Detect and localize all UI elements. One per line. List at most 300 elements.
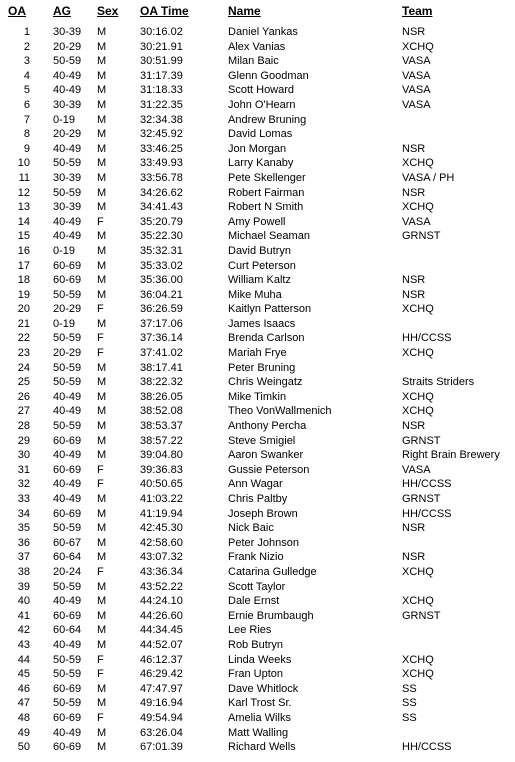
cell-sex: M: [97, 55, 107, 68]
cell-oa: 50: [17, 741, 30, 754]
cell-oa: 5: [23, 84, 30, 97]
cell-time: 30:21.91: [140, 40, 183, 53]
cell-oa: 8: [23, 128, 30, 141]
cell-sex: M: [97, 113, 107, 126]
table-row: [0, 259, 515, 274]
cell-ag: 50-59: [53, 653, 82, 666]
cell-team: VASA / PH: [402, 171, 455, 184]
cell-ag: 60-69: [53, 274, 82, 287]
table-row: [0, 653, 515, 668]
cell-name: Frank Nizio: [228, 551, 284, 564]
cell-name: Glenn Goodman: [228, 69, 309, 82]
cell-name: Nick Baic: [228, 522, 274, 535]
cell-team: NSR: [402, 522, 426, 535]
cell-oa: 29: [17, 434, 30, 447]
cell-time: 44:24.10: [140, 595, 183, 608]
cell-oa: 17: [17, 259, 30, 272]
table-row: [0, 69, 515, 84]
cell-time: 46:12.37: [140, 653, 183, 666]
cell-sex: M: [97, 376, 107, 389]
cell-name: Scott Howard: [228, 84, 295, 97]
cell-ag: 50-59: [53, 186, 82, 199]
cell-ag: 50-59: [53, 580, 82, 593]
cell-team: VASA: [402, 463, 431, 476]
cell-name: Chris Weingatz: [228, 376, 303, 389]
cell-oa: 49: [17, 726, 30, 739]
cell-sex: M: [97, 361, 107, 374]
cell-name: William Kaltz: [228, 274, 291, 287]
table-row: [0, 288, 515, 303]
cell-oa: 40: [17, 595, 30, 608]
cell-ag: 40-49: [53, 230, 82, 243]
cell-name: Michael Seaman: [228, 230, 310, 243]
cell-time: 31:22.35: [140, 98, 183, 111]
cell-name: Gussie Peterson: [228, 463, 310, 476]
cell-oa: 12: [17, 186, 30, 199]
table-row: [0, 156, 515, 171]
cell-time: 44:52.07: [140, 638, 183, 651]
cell-oa: 46: [17, 682, 30, 695]
cell-oa: 19: [17, 288, 30, 301]
cell-ag: 60-69: [53, 711, 82, 724]
cell-ag: 20-29: [53, 40, 82, 53]
cell-ag: 0-19: [53, 113, 76, 126]
table-row: [0, 244, 515, 259]
cell-team: NSR: [402, 274, 426, 287]
cell-oa: 13: [17, 201, 30, 214]
cell-time: 38:26.05: [140, 390, 183, 403]
header-ag: AG: [53, 4, 71, 18]
cell-oa: 35: [17, 522, 30, 535]
cell-ag: 50-59: [53, 420, 82, 433]
cell-time: 35:20.79: [140, 215, 183, 228]
table-row: [0, 492, 515, 507]
cell-sex: M: [97, 40, 107, 53]
cell-name: David Lomas: [228, 128, 293, 141]
cell-sex: M: [97, 638, 107, 651]
cell-sex: F: [97, 565, 104, 578]
cell-ag: 60-69: [53, 259, 82, 272]
table-row: [0, 317, 515, 332]
cell-oa: 20: [17, 303, 30, 316]
table-row: [0, 186, 515, 201]
cell-ag: 50-59: [53, 376, 82, 389]
cell-name: Scott Taylor: [228, 580, 286, 593]
cell-time: 34:41.43: [140, 201, 183, 214]
cell-sex: F: [97, 711, 104, 724]
cell-ag: 40-49: [53, 142, 82, 155]
cell-team: GRNST: [402, 493, 441, 505]
cell-name: Matt Walling: [228, 726, 289, 739]
cell-team: XCHQ: [402, 405, 434, 418]
cell-sex: M: [97, 157, 107, 170]
cell-ag: 30-39: [53, 201, 82, 214]
cell-ag: 40-49: [53, 449, 82, 462]
cell-sex: F: [97, 347, 104, 360]
cell-time: 49:54.94: [140, 711, 183, 724]
table-row: [0, 142, 515, 157]
cell-name: Chris Paltby: [228, 493, 288, 505]
table-row: [0, 507, 515, 522]
cell-oa: 45: [17, 668, 30, 681]
cell-oa: 15: [17, 230, 30, 243]
cell-sex: M: [97, 522, 107, 535]
header-team: Team: [402, 4, 433, 18]
cell-team: XCHQ: [402, 668, 434, 681]
cell-sex: M: [97, 274, 107, 287]
table-row: [0, 331, 515, 346]
cell-time: 38:57.22: [140, 434, 183, 447]
cell-ag: 60-69: [53, 463, 82, 476]
cell-sex: F: [97, 303, 104, 316]
cell-time: 35:36.00: [140, 274, 183, 287]
cell-name: Daniel Yankas: [228, 26, 298, 38]
cell-team: GRNST: [402, 609, 441, 622]
cell-sex: M: [97, 697, 107, 710]
cell-time: 42:58.60: [140, 536, 183, 549]
cell-sex: M: [97, 624, 107, 637]
cell-oa: 24: [17, 361, 30, 374]
table-row: [0, 594, 515, 609]
table-row: [0, 404, 515, 419]
cell-oa: 6: [23, 98, 30, 111]
cell-name: Mariah Frye: [228, 347, 287, 360]
cell-oa: 33: [17, 493, 30, 505]
cell-name: Robert Fairman: [228, 186, 305, 199]
table-row: [0, 726, 515, 741]
cell-name: Ernie Brumbaugh: [228, 609, 314, 622]
cell-name: Fran Upton: [228, 668, 284, 681]
cell-sex: M: [97, 595, 107, 608]
header-row: [0, 0, 515, 22]
cell-ag: 40-49: [53, 595, 82, 608]
cell-name: Dale Ernst: [228, 595, 280, 608]
cell-ag: 60-69: [53, 434, 82, 447]
cell-oa: 14: [17, 215, 30, 228]
cell-ag: 30-39: [53, 171, 82, 184]
cell-time: 44:34.45: [140, 624, 183, 637]
cell-time: 40:50.65: [140, 478, 183, 491]
cell-ag: 50-59: [53, 157, 82, 170]
cell-name: John O'Hearn: [228, 98, 296, 111]
table-row: [0, 419, 515, 434]
cell-team: XCHQ: [402, 390, 434, 403]
cell-ag: 50-59: [53, 361, 82, 374]
cell-sex: F: [97, 653, 104, 666]
cell-time: 33:46.25: [140, 142, 183, 155]
cell-ag: 60-67: [53, 536, 82, 549]
cell-ag: 40-49: [53, 478, 82, 491]
cell-team: NSR: [402, 142, 426, 155]
table-row: [0, 200, 515, 215]
cell-ag: 30-39: [53, 98, 82, 111]
cell-time: 39:04.80: [140, 449, 183, 462]
table-row: [0, 98, 515, 113]
cell-name: Lee Ries: [228, 624, 272, 637]
cell-name: Anthony Percha: [228, 420, 307, 433]
table-row: [0, 25, 515, 40]
cell-sex: M: [97, 390, 107, 403]
cell-time: 42:45.30: [140, 522, 183, 535]
cell-time: 36:26.59: [140, 303, 183, 316]
table-row: [0, 463, 515, 478]
cell-oa: 47: [17, 697, 30, 710]
cell-time: 35:22.30: [140, 230, 183, 243]
cell-team: VASA: [402, 55, 431, 68]
table-row: [0, 448, 515, 463]
cell-team: GRNST: [402, 434, 441, 447]
cell-sex: M: [97, 493, 107, 505]
cell-name: Curt Peterson: [228, 259, 296, 272]
cell-time: 32:34.38: [140, 113, 183, 126]
cell-sex: M: [97, 317, 107, 330]
cell-sex: F: [97, 332, 104, 345]
cell-ag: 40-49: [53, 390, 82, 403]
table-row: [0, 215, 515, 230]
cell-time: 31:17.39: [140, 69, 183, 82]
table-row: [0, 580, 515, 595]
cell-ag: 0-19: [53, 244, 76, 257]
cell-sex: M: [97, 201, 107, 214]
cell-name: Joseph Brown: [228, 507, 298, 520]
cell-name: Mike Muha: [228, 288, 282, 301]
table-row: [0, 83, 515, 98]
cell-name: Mike Timkin: [228, 390, 287, 403]
cell-name: Rob Butryn: [228, 638, 284, 651]
table-row: [0, 667, 515, 682]
cell-team: NSR: [402, 288, 426, 301]
cell-time: 43:36.34: [140, 565, 183, 578]
cell-sex: M: [97, 551, 107, 564]
cell-team: NSR: [402, 26, 426, 38]
cell-team: XCHQ: [402, 201, 434, 214]
cell-team: XCHQ: [402, 653, 434, 666]
cell-team: HH/CCSS: [402, 507, 452, 520]
cell-name: Catarina Gulledge: [228, 565, 317, 578]
cell-sex: M: [97, 405, 107, 418]
cell-time: 41:03.22: [140, 493, 183, 505]
cell-ag: 20-29: [53, 347, 82, 360]
cell-time: 49:16.94: [140, 697, 183, 710]
cell-sex: M: [97, 230, 107, 243]
cell-ag: 50-59: [53, 332, 82, 345]
cell-name: Theo VonWallmenich: [228, 405, 332, 418]
cell-name: Pete Skellenger: [228, 171, 306, 184]
cell-team: XCHQ: [402, 157, 434, 170]
cell-time: 46:29.42: [140, 668, 183, 681]
cell-sex: F: [97, 463, 104, 476]
cell-team: HH/CCSS: [402, 332, 452, 345]
cell-name: Dave Whitlock: [228, 682, 299, 695]
cell-time: 38:52.08: [140, 405, 183, 418]
table-row: [0, 740, 515, 755]
cell-oa: 10: [17, 157, 30, 170]
cell-time: 35:33.02: [140, 259, 183, 272]
cell-team: XCHQ: [402, 595, 434, 608]
table-row: [0, 361, 515, 376]
cell-sex: M: [97, 186, 107, 199]
cell-oa: 25: [17, 376, 30, 389]
cell-time: 30:51.99: [140, 55, 183, 68]
cell-team: VASA: [402, 84, 431, 97]
cell-ag: 40-49: [53, 215, 82, 228]
table-row: [0, 171, 515, 186]
cell-time: 44:26.60: [140, 609, 183, 622]
cell-name: Peter Bruning: [228, 361, 296, 374]
cell-oa: 21: [17, 317, 30, 330]
cell-team: NSR: [402, 420, 426, 433]
table-row: [0, 550, 515, 565]
cell-team: NSR: [402, 551, 426, 564]
cell-oa: 30: [17, 449, 30, 462]
cell-oa: 4: [23, 69, 30, 82]
cell-sex: M: [97, 171, 107, 184]
cell-sex: M: [97, 682, 107, 695]
cell-time: 43:52.22: [140, 580, 183, 593]
table-row: [0, 127, 515, 142]
cell-team: XCHQ: [402, 347, 434, 360]
cell-oa: 32: [17, 478, 30, 491]
cell-sex: F: [97, 478, 104, 491]
cell-oa: 39: [17, 580, 30, 593]
table-row: [0, 696, 515, 711]
cell-ag: 40-49: [53, 493, 82, 505]
cell-name: Larry Kanaby: [228, 157, 294, 170]
cell-team: XCHQ: [402, 303, 434, 316]
cell-name: Steve Smigiel: [228, 434, 296, 447]
cell-ag: 40-49: [53, 405, 82, 418]
cell-time: 37:17.06: [140, 317, 183, 330]
cell-time: 43:07.32: [140, 551, 183, 564]
cell-oa: 9: [23, 142, 30, 155]
cell-time: 30:16.02: [140, 26, 183, 38]
cell-sex: M: [97, 259, 107, 272]
table-row: [0, 536, 515, 551]
table-row: [0, 40, 515, 55]
cell-ag: 20-24: [53, 565, 82, 578]
cell-team: SS: [402, 697, 417, 710]
cell-oa: 3: [23, 55, 30, 68]
cell-sex: M: [97, 741, 107, 754]
cell-oa: 16: [17, 244, 30, 257]
cell-ag: 20-29: [53, 128, 82, 141]
cell-ag: 40-49: [53, 69, 82, 82]
cell-time: 32:45.92: [140, 128, 183, 141]
cell-oa: 44: [17, 653, 30, 666]
cell-ag: 30-39: [53, 26, 82, 38]
table-row: [0, 273, 515, 288]
cell-sex: M: [97, 69, 107, 82]
cell-oa: 11: [18, 171, 30, 184]
cell-oa: 42: [17, 624, 30, 637]
cell-time: 31:18.33: [140, 84, 183, 97]
cell-ag: 50-59: [53, 697, 82, 710]
cell-ag: 50-59: [53, 55, 82, 68]
cell-name: Linda Weeks: [228, 653, 292, 666]
table-row: [0, 346, 515, 361]
cell-time: 37:36.14: [140, 332, 183, 345]
cell-time: 33:56.78: [140, 171, 183, 184]
cell-time: 38:22.32: [140, 376, 183, 389]
table-row: [0, 302, 515, 317]
cell-time: 67:01.39: [140, 741, 183, 754]
cell-sex: F: [97, 215, 104, 228]
cell-oa: 48: [17, 711, 30, 724]
cell-sex: M: [97, 288, 107, 301]
cell-sex: M: [97, 580, 107, 593]
cell-oa: 26: [17, 390, 30, 403]
cell-team: VASA: [402, 98, 431, 111]
cell-ag: 0-19: [53, 317, 76, 330]
cell-oa: 28: [17, 420, 30, 433]
cell-team: XCHQ: [402, 40, 434, 53]
table-row: [0, 229, 515, 244]
cell-sex: M: [97, 449, 107, 462]
cell-oa: 1: [23, 26, 30, 38]
cell-time: 41:19.94: [140, 507, 183, 520]
cell-time: 38:53.37: [140, 420, 183, 433]
cell-ag: 50-59: [53, 522, 82, 535]
cell-ag: 40-49: [53, 638, 82, 651]
cell-oa: 2: [23, 40, 30, 53]
cell-name: Amy Powell: [228, 215, 286, 228]
cell-team: Straits Striders: [402, 376, 475, 389]
cell-name: Milan Baic: [228, 55, 279, 68]
cell-team: HH/CCSS: [402, 478, 452, 491]
cell-team: GRNST: [402, 230, 441, 243]
cell-sex: M: [97, 536, 107, 549]
cell-team: XCHQ: [402, 565, 434, 578]
cell-name: Robert N Smith: [228, 201, 304, 214]
cell-oa: 23: [17, 347, 30, 360]
table-row: [0, 565, 515, 580]
cell-ag: 60-69: [53, 609, 82, 622]
cell-name: Alex Vanias: [228, 40, 286, 53]
cell-ag: 60-69: [53, 741, 82, 754]
cell-oa: 18: [17, 274, 30, 287]
cell-name: Jon Morgan: [228, 142, 287, 155]
cell-name: Amelia Wilks: [228, 711, 291, 724]
cell-name: David Butryn: [228, 244, 291, 257]
cell-ag: 40-49: [53, 84, 82, 97]
cell-sex: M: [97, 244, 107, 257]
cell-sex: M: [97, 507, 107, 520]
header-sex: Sex: [97, 4, 119, 18]
table-row: [0, 54, 515, 69]
cell-time: 39:36.83: [140, 463, 183, 476]
cell-time: 36:04.21: [140, 288, 183, 301]
table-row: [0, 638, 515, 653]
cell-name: Aaron Swanker: [228, 449, 304, 462]
cell-oa: 31: [17, 463, 30, 476]
cell-name: Richard Wells: [228, 741, 296, 754]
cell-oa: 36: [17, 536, 30, 549]
table-row: [0, 682, 515, 697]
cell-name: Peter Johnson: [228, 536, 299, 549]
results-rows: [0, 25, 515, 755]
cell-team: HH/CCSS: [402, 741, 452, 754]
cell-ag: 50-59: [53, 668, 82, 681]
cell-ag: 50-59: [53, 288, 82, 301]
cell-team: VASA: [402, 215, 431, 228]
cell-time: 38:17.41: [140, 361, 183, 374]
cell-sex: M: [97, 609, 107, 622]
cell-oa: 34: [17, 507, 30, 520]
header-oa: OA: [8, 4, 26, 18]
cell-sex: M: [97, 420, 107, 433]
cell-time: 47:47.97: [140, 682, 183, 695]
cell-ag: 60-69: [53, 682, 82, 695]
